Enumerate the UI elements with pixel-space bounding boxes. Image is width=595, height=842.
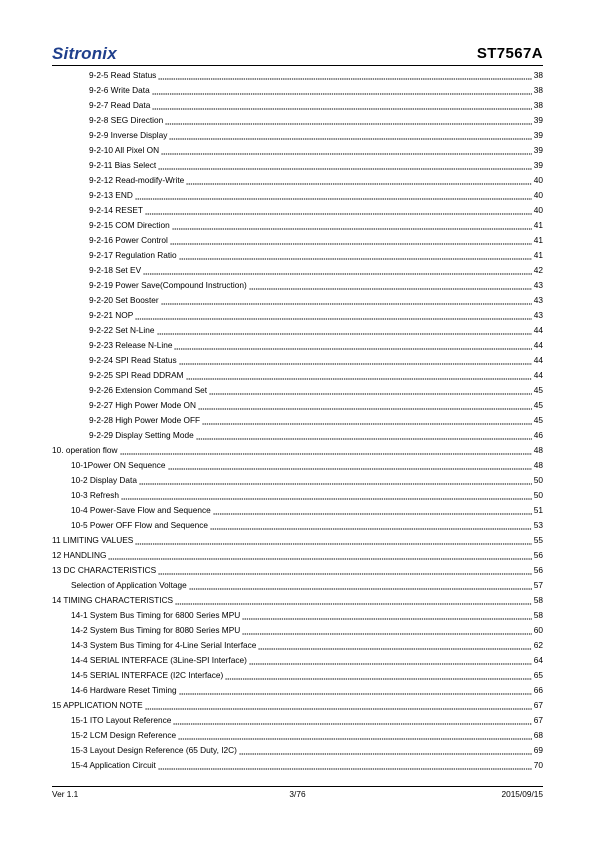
toc-dot-leader: [178, 732, 532, 740]
toc-entry-title: 9-2-25 SPI Read DDRAM: [89, 370, 184, 380]
toc-entry[interactable]: [52, 668, 543, 683]
toc-entry-page: 60: [533, 625, 543, 635]
toc-entry[interactable]: [52, 203, 543, 218]
toc-entry-page: 38: [533, 100, 543, 110]
toc-entry-page: 39: [533, 160, 543, 170]
toc-dot-leader: [165, 117, 532, 125]
toc-entry-title: 9-2-16 Power Control: [89, 235, 168, 245]
toc-entry-page: 42: [533, 265, 543, 275]
toc-entry-title: 9-2-23 Release N-Line: [89, 340, 173, 350]
toc-entry[interactable]: [52, 173, 543, 188]
toc-entry-page: 67: [533, 715, 543, 725]
toc-dot-leader: [242, 627, 532, 635]
toc-entry-page: 45: [533, 385, 543, 395]
toc-entry[interactable]: [52, 293, 543, 308]
table-of-contents: [52, 68, 543, 773]
toc-entry[interactable]: [52, 743, 543, 758]
toc-entry[interactable]: [52, 83, 543, 98]
toc-entry-title: 9-2-10 All Pixel ON: [89, 145, 160, 155]
toc-entry-title: 10-3 Refresh: [71, 490, 119, 500]
toc-entry-title: 9-2-19 Power Save(Compound Instruction): [89, 280, 247, 290]
header-rule: [52, 65, 543, 66]
toc-entry[interactable]: [52, 143, 543, 158]
toc-entry-page: 40: [533, 190, 543, 200]
toc-entry[interactable]: [52, 623, 543, 638]
toc-entry-title: 9-2-7 Read Data: [89, 100, 151, 110]
toc-entry-title: 10-5 Power OFF Flow and Sequence: [71, 520, 208, 530]
toc-entry-page: 41: [533, 220, 543, 230]
toc-entry-title: 9-2-11 Bias Select: [89, 160, 157, 170]
toc-entry-title: 9-2-6 Write Data: [89, 85, 150, 95]
toc-entry-page: 45: [533, 400, 543, 410]
toc-dot-leader: [145, 207, 532, 215]
toc-dot-leader: [121, 492, 532, 500]
toc-entry-page: 56: [533, 550, 543, 560]
toc-dot-leader: [186, 177, 531, 185]
toc-entry-title: 9-2-24 SPI Read Status: [89, 355, 177, 365]
toc-dot-leader: [258, 642, 531, 650]
toc-entry-title: 15-1 ITO Layout Reference: [71, 715, 172, 725]
toc-dot-leader: [157, 327, 532, 335]
toc-dot-leader: [143, 267, 532, 275]
toc-entry-title: 11 LIMITING VALUES: [52, 535, 134, 545]
toc-entry[interactable]: [52, 113, 543, 128]
toc-entry[interactable]: [52, 443, 543, 458]
toc-entry[interactable]: [52, 383, 543, 398]
toc-entry[interactable]: [52, 353, 543, 368]
toc-entry[interactable]: [52, 98, 543, 113]
footer-rule: [52, 786, 543, 787]
toc-entry-title: 9-2-5 Read Status: [89, 70, 157, 80]
toc-dot-leader: [158, 162, 532, 170]
company-logo: Sitronix: [52, 44, 117, 63]
toc-entry[interactable]: [52, 713, 543, 728]
toc-dot-leader: [173, 717, 531, 725]
toc-dot-leader: [249, 282, 532, 290]
toc-dot-leader: [209, 387, 532, 395]
toc-entry[interactable]: [52, 188, 543, 203]
toc-entry[interactable]: [52, 368, 543, 383]
toc-entry[interactable]: [52, 548, 543, 563]
toc-entry[interactable]: [52, 533, 543, 548]
toc-entry-page: 66: [533, 685, 543, 695]
toc-dot-leader: [108, 552, 531, 560]
toc-entry[interactable]: [52, 593, 543, 608]
toc-entry-title: 9-2-29 Display Setting Mode: [89, 430, 194, 440]
toc-dot-leader: [179, 687, 532, 695]
toc-dot-leader: [120, 447, 532, 455]
toc-entry-title: 10-4 Power-Save Flow and Sequence: [71, 505, 211, 515]
toc-entry-page: 43: [533, 280, 543, 290]
toc-dot-leader: [175, 597, 532, 605]
toc-entry-page: 43: [533, 310, 543, 320]
toc-entry-title: 14 TIMING CHARACTERISTICS: [52, 595, 174, 605]
toc-entry-page: 44: [533, 325, 543, 335]
toc-dot-leader: [249, 657, 532, 665]
toc-entry-title: 14-5 SERIAL INTERFACE (I2C Interface): [71, 670, 224, 680]
toc-dot-leader: [242, 612, 532, 620]
toc-entry[interactable]: [52, 473, 543, 488]
toc-entry-page: 65: [533, 670, 543, 680]
toc-entry-title: 10. operation flow: [52, 445, 118, 455]
toc-dot-leader: [170, 237, 532, 245]
toc-entry-title: 9-2-20 Set Booster: [89, 295, 159, 305]
toc-dot-leader: [158, 72, 531, 80]
toc-entry-title: 12 HANDLING: [52, 550, 107, 560]
toc-entry[interactable]: [52, 308, 543, 323]
toc-entry-page: 69: [533, 745, 543, 755]
toc-entry-page: 53: [533, 520, 543, 530]
toc-dot-leader: [225, 672, 531, 680]
toc-entry-title: 10-1Power ON Sequence: [71, 460, 166, 470]
toc-dot-leader: [139, 477, 532, 485]
toc-dot-leader: [179, 357, 532, 365]
toc-entry[interactable]: [52, 563, 543, 578]
toc-entry-page: 46: [533, 430, 543, 440]
toc-entry-title: 10-2 Display Data: [71, 475, 137, 485]
toc-dot-leader: [179, 252, 532, 260]
toc-entry-page: 44: [533, 370, 543, 380]
toc-entry-title: 9-2-18 Set EV: [89, 265, 142, 275]
toc-entry[interactable]: [52, 683, 543, 698]
toc-entry[interactable]: [52, 278, 543, 293]
toc-entry[interactable]: [52, 698, 543, 713]
toc-dot-leader: [158, 762, 532, 770]
toc-entry-title: 14-4 SERIAL INTERFACE (3Line-SPI Interface): [71, 655, 247, 665]
toc-entry-page: 55: [533, 535, 543, 545]
toc-entry-title: 9-2-14 RESET: [89, 205, 143, 215]
toc-dot-leader: [135, 312, 531, 320]
document-version: Ver 1.1: [52, 789, 79, 799]
toc-entry-page: 39: [533, 130, 543, 140]
toc-entry-page: 38: [533, 70, 543, 80]
toc-dot-leader: [161, 297, 532, 305]
toc-entry-title: 15-4 Application Circuit: [71, 760, 156, 770]
toc-entry[interactable]: [52, 128, 543, 143]
toc-dot-leader: [196, 432, 532, 440]
toc-entry-page: 40: [533, 205, 543, 215]
toc-entry-title: 9-2-9 Inverse Display: [89, 130, 168, 140]
toc-entry[interactable]: [52, 263, 543, 278]
toc-dot-leader: [168, 462, 532, 470]
toc-dot-leader: [169, 132, 531, 140]
toc-entry-page: 64: [533, 655, 543, 665]
toc-entry-title: 14-3 System Bus Timing for 4-Line Serial Interface: [71, 640, 257, 650]
toc-entry-page: 43: [533, 295, 543, 305]
toc-entry-title: 15-3 Layout Design Reference (65 Duty, I2C): [71, 745, 237, 755]
toc-dot-leader: [135, 537, 531, 545]
toc-dot-leader: [158, 567, 532, 575]
toc-dot-leader: [239, 747, 532, 755]
toc-dot-leader: [210, 522, 532, 530]
toc-dot-leader: [189, 582, 532, 590]
toc-entry-title: 14-2 System Bus Timing for 8080 Series MPU: [71, 625, 241, 635]
toc-entry-page: 39: [533, 115, 543, 125]
toc-entry[interactable]: [52, 638, 543, 653]
toc-entry-title: 9-2-8 SEG Direction: [89, 115, 164, 125]
toc-entry-page: 41: [533, 235, 543, 245]
toc-entry[interactable]: [52, 758, 543, 773]
toc-entry-title: 13 DC CHARACTERISTICS: [52, 565, 157, 575]
toc-entry-title: 9-2-15 COM Direction: [89, 220, 170, 230]
toc-entry-page: 48: [533, 445, 543, 455]
page-footer: [52, 789, 543, 803]
toc-entry-title: 9-2-21 NOP: [89, 310, 134, 320]
toc-dot-leader: [152, 102, 531, 110]
document-date: 2015/09/15: [501, 789, 543, 799]
toc-entry-page: 58: [533, 610, 543, 620]
toc-entry-page: 57: [533, 580, 543, 590]
toc-entry[interactable]: [52, 233, 543, 248]
toc-entry-page: 45: [533, 415, 543, 425]
toc-entry-page: 67: [533, 700, 543, 710]
toc-entry-title: 14-6 Hardware Reset Timing: [71, 685, 177, 695]
toc-entry-page: 70: [533, 760, 543, 770]
toc-entry-page: 44: [533, 340, 543, 350]
toc-entry[interactable]: [52, 728, 543, 743]
toc-entry-title: 9-2-17 Regulation Ratio: [89, 250, 177, 260]
toc-dot-leader: [174, 342, 531, 350]
toc-entry-title: 9-2-12 Read-modify-Write: [89, 175, 185, 185]
toc-entry-title: Selection of Application Voltage: [71, 580, 187, 590]
toc-entry[interactable]: [52, 323, 543, 338]
toc-entry-title: 9-2-22 Set N-Line: [89, 325, 155, 335]
page-header: [52, 40, 543, 66]
toc-entry-title: 15 APPLICATION NOTE: [52, 700, 143, 710]
toc-entry[interactable]: [52, 518, 543, 533]
toc-entry-page: 38: [533, 85, 543, 95]
toc-dot-leader: [202, 417, 532, 425]
toc-dot-leader: [161, 147, 532, 155]
toc-entry[interactable]: [52, 413, 543, 428]
toc-entry[interactable]: [52, 608, 543, 623]
toc-entry-page: 44: [533, 355, 543, 365]
toc-entry-page: 50: [533, 475, 543, 485]
toc-entry-title: 9-2-26 Extension Command Set: [89, 385, 208, 395]
toc-entry[interactable]: [52, 158, 543, 173]
toc-entry-page: 62: [533, 640, 543, 650]
toc-entry[interactable]: [52, 578, 543, 593]
product-model: ST7567A: [476, 45, 543, 62]
toc-entry-title: 9-2-13 END: [89, 190, 133, 200]
toc-entry[interactable]: [52, 428, 543, 443]
toc-dot-leader: [135, 192, 532, 200]
toc-entry-page: 68: [533, 730, 543, 740]
toc-entry-page: 51: [533, 505, 543, 515]
toc-entry-title: 9-2-27 High Power Mode ON: [89, 400, 196, 410]
toc-entry-title: 15-2 LCM Design Reference: [71, 730, 177, 740]
toc-entry-page: 58: [533, 595, 543, 605]
toc-entry-page: 39: [533, 145, 543, 155]
toc-entry[interactable]: [52, 458, 543, 473]
toc-entry-title: 9-2-28 High Power Mode OFF: [89, 415, 201, 425]
toc-entry-title: 14-1 System Bus Timing for 6800 Series MPU: [71, 610, 241, 620]
toc-entry[interactable]: [52, 248, 543, 263]
toc-entry-page: 48: [533, 460, 543, 470]
toc-entry-page: 56: [533, 565, 543, 575]
toc-dot-leader: [213, 507, 532, 515]
toc-dot-leader: [186, 372, 532, 380]
toc-entry[interactable]: [52, 488, 543, 503]
toc-entry[interactable]: [52, 398, 543, 413]
toc-dot-leader: [198, 402, 532, 410]
toc-entry[interactable]: [52, 68, 543, 83]
toc-dot-leader: [152, 87, 532, 95]
toc-entry[interactable]: [52, 218, 543, 233]
toc-entry[interactable]: [52, 653, 543, 668]
toc-entry-page: 50: [533, 490, 543, 500]
toc-entry-page: 40: [533, 175, 543, 185]
toc-entry-page: 41: [533, 250, 543, 260]
toc-dot-leader: [145, 702, 532, 710]
toc-entry[interactable]: [52, 338, 543, 353]
toc-entry[interactable]: [52, 503, 543, 518]
page-number: 3/76: [289, 789, 306, 799]
toc-dot-leader: [172, 222, 532, 230]
